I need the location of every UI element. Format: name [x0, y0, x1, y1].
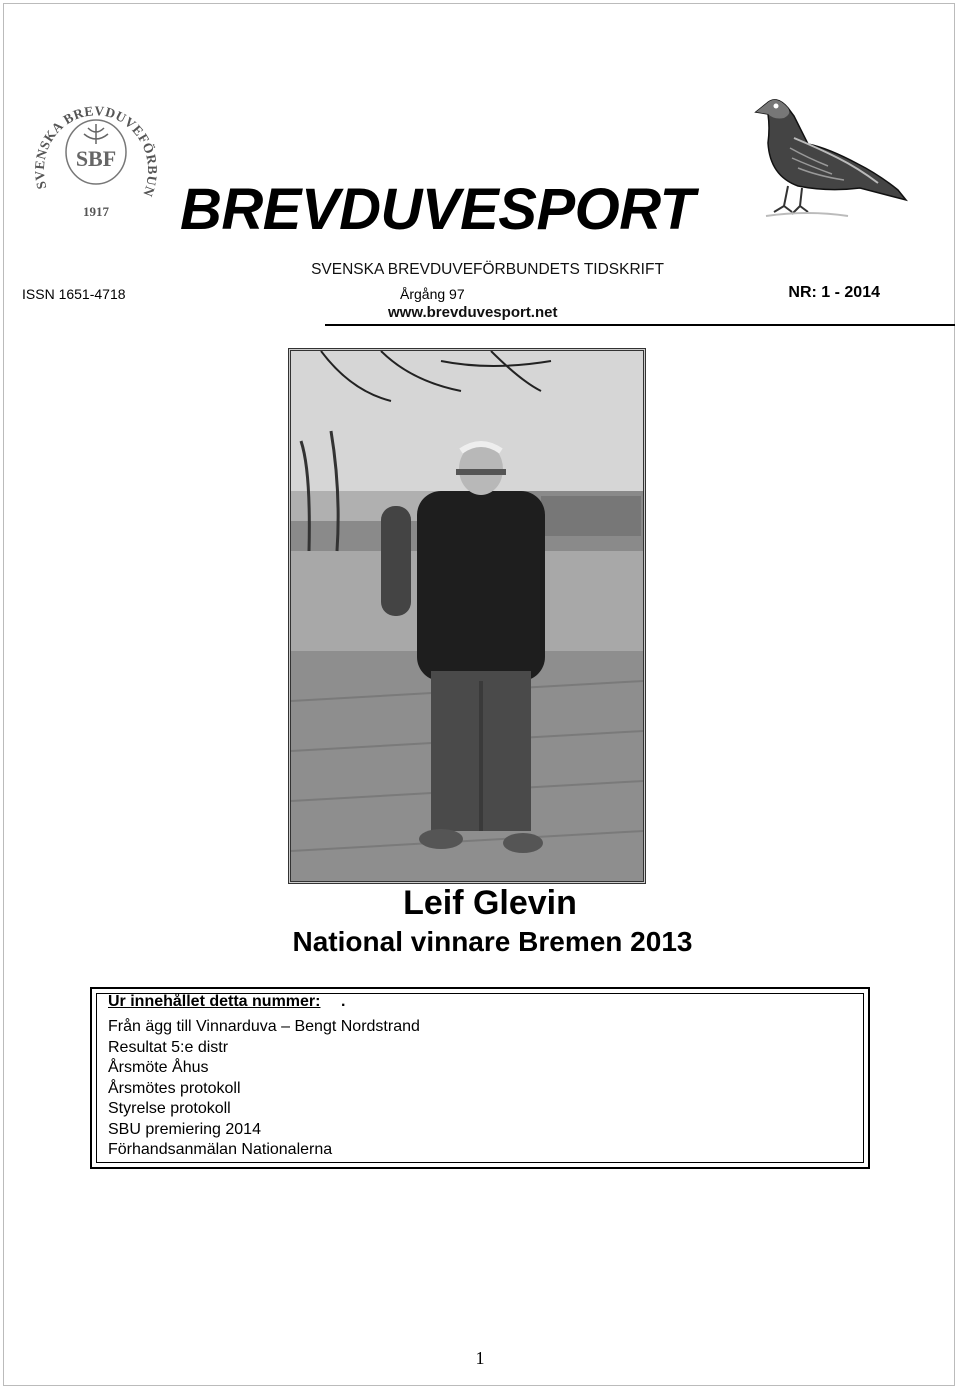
- list-item: Förhandsanmälan Nationalerna: [108, 1141, 333, 1158]
- volume-year: Årgång 97: [400, 286, 465, 302]
- list-item: Styrelse protokoll: [108, 1100, 231, 1117]
- contents-heading: Ur innehållet detta nummer:: [108, 993, 321, 1010]
- issn-number: ISSN 1651-4718: [22, 286, 126, 302]
- svg-text:SVENSKA BREVDUVEFÖRBUNDET: [30, 84, 160, 199]
- list-item: Resultat 5:e distr: [108, 1038, 229, 1056]
- magazine-title: BREVDUVESPORT: [180, 177, 695, 242]
- list-item: SBU premiering 2014: [108, 1120, 261, 1138]
- logo-ring-text: SVENSKA BREVDUVEFÖRBUN: [31, 103, 161, 199]
- logo-year: 1917: [83, 204, 109, 219]
- logo-monogram: SBF: [75, 146, 117, 171]
- page-number: 1: [475, 1348, 485, 1368]
- sbf-logo: [30, 84, 162, 226]
- issue-number: NR: 1 - 2014: [788, 284, 880, 301]
- list-item: Årsmötes protokoll: [108, 1079, 241, 1097]
- caption-subtitle: National vinnare Bremen 2013: [292, 926, 693, 957]
- website-link[interactable]: www.brevduvesport.net: [388, 304, 558, 321]
- cover-photo: [288, 348, 646, 884]
- contents-list: [108, 1017, 420, 1161]
- list-item: Från ägg till Vinnarduva – Bengt Nordstrand: [108, 1018, 420, 1035]
- list-item: Årsmöte Åhus: [108, 1059, 209, 1076]
- caption-name: Leif Glevin: [403, 884, 577, 922]
- pigeon-illustration: [748, 88, 910, 228]
- header-divider: [325, 324, 955, 326]
- magazine-subtitle: SVENSKA BREVDUVEFÖRBUNDETS TIDSKRIFT: [311, 261, 664, 278]
- contents-heading-suffix: .: [341, 993, 346, 1010]
